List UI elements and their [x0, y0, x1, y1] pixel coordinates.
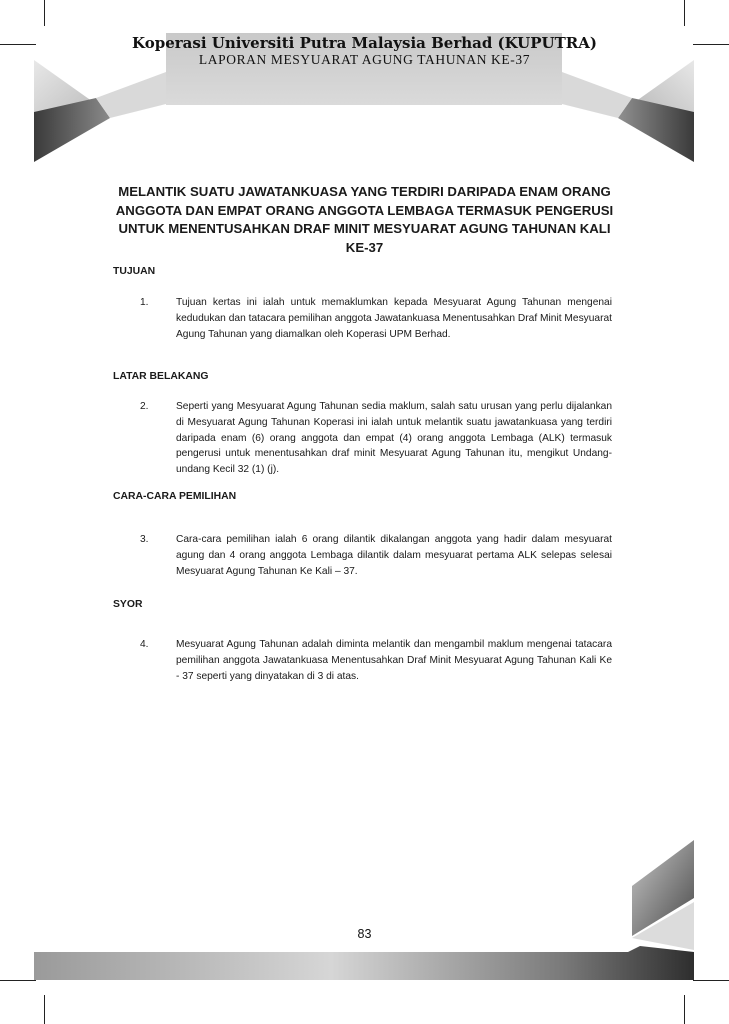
section-heading-tujuan: TUJUAN	[113, 266, 156, 277]
document-title-line: UNTUK MENENTUSAHKAN DRAF MINIT MESYUARAT AGUNG TAHUNAN KALI KE-37	[118, 221, 611, 255]
section-heading-syor: SYOR	[113, 599, 143, 610]
document-title	[112, 183, 617, 257]
paragraph-text: Tujuan kertas ini ialah untuk memaklumkan kepada Mesyuarat Agung Tahunan mengenai kedudukan dan tatacara pemilihan anggota Jawatankuasa Menentusahkan Draf Minit Mesyuarat Agung Tahunan yang diamalkan oleh Koperasi UPM Berhad.	[176, 297, 612, 340]
document-title-line: MELANTIK SUATU JAWATANKUASA YANG TERDIRI DARIPADA ENAM ORANG	[118, 184, 611, 199]
header-title: Koperasi Universiti Putra Malaysia Berhad (KUPUTRA)	[132, 34, 597, 52]
paragraph-text: Mesyuarat Agung Tahunan adalah diminta melantik dan mengambil maklum mengenai tatacara pemilihan anggota Jawatankuasa Menentusahkan Draf Minit Mesyuarat Agung Tahunan Kali Ke - 37 seperti yang dinyatakan di 3 di atas.	[176, 639, 612, 682]
paragraph-number: 3.	[140, 534, 149, 545]
paragraph-text: Seperti yang Mesyuarat Agung Tahunan sedia maklum, salah satu urusan yang perlu dijalankan di Mesyuarat Agung Tahunan Koperasi ini ialah untuk melantik suatu jawatankuasa yang terdiri daripada enam (6) orang anggota dan empat (4) orang anggota Lembaga (ALK) termasuk pengerusi untuk menentusahkan draf minit Mesyuarat Agung Tahunan itu, mengikut Undang-undang Kecil 32 (1) (j).	[176, 401, 612, 476]
header-subtitle: LAPORAN MESYUARAT AGUNG TAHUNAN KE-37	[198, 52, 531, 67]
page-number: 83	[357, 927, 372, 941]
paragraph-text: Cara-cara pemilihan ialah 6 orang dilantik dikalangan anggota yang hadir dalam mesyuarat agung dan 4 orang anggota Lembaga dilantik dalam mesyuarat pertama ALK selepas selesai Mesyuarat Agung Tahunan Ke Kali – 37.	[176, 534, 612, 577]
paragraph-number: 2.	[140, 401, 149, 412]
section-heading-latar-belakang: LATAR BELAKANG	[113, 371, 209, 382]
paragraph-number: 4.	[140, 639, 149, 650]
paragraph-number: 1.	[140, 297, 149, 308]
section-heading-cara-cara-pemilihan: CARA-CARA PEMILIHAN	[113, 491, 237, 502]
document-title-line: ANGGOTA DAN EMPAT ORANG ANGGOTA LEMBAGA TERMASUK PENGERUSI	[115, 202, 614, 218]
